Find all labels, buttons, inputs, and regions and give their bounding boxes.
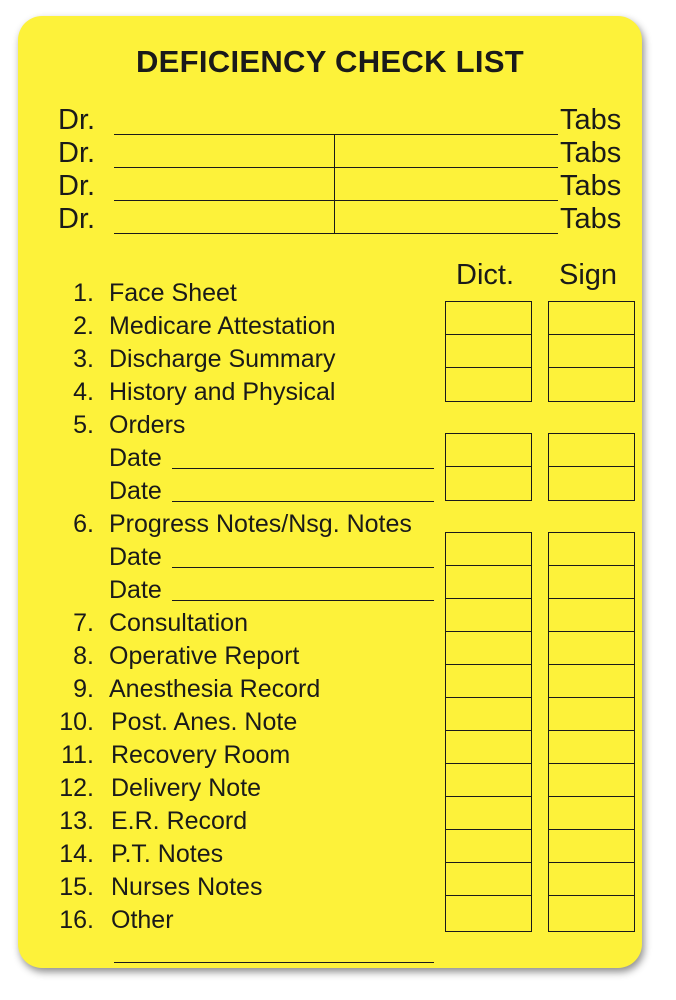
orders-date-line-2 [172,501,434,502]
item-post-anes-note: Post. Anes. Note [111,708,298,736]
sign-checkbox[interactable] [549,665,634,698]
sign-checkbox[interactable] [549,533,634,566]
dict-checkbox[interactable] [446,368,531,401]
dict-checkbox[interactable] [446,467,531,500]
item-number: 16. [59,906,94,934]
item-number: 12. [59,774,94,802]
doctor-divider [334,134,335,233]
dict-checkbox[interactable] [446,830,531,863]
sign-checkbox[interactable] [549,467,634,500]
dict-column-header: Dict. [456,259,514,291]
sign-checkbox[interactable] [549,764,634,797]
item-er-record: E.R. Record [111,807,248,835]
doctor-line-3 [114,200,558,201]
dict-checkbox[interactable] [446,863,531,896]
doctor-prefix-1: Dr. [58,104,96,136]
dict-checkbox[interactable] [446,632,531,665]
progress-date-label-1: Date [109,543,162,571]
item-progress-notes: Progress Notes/Nsg. Notes [109,510,412,538]
sign-checkbox[interactable] [549,599,634,632]
sign-checkbox[interactable] [549,434,634,467]
sign-checkbox[interactable] [549,797,634,830]
item-number: 10. [59,708,94,736]
item-face-sheet: Face Sheet [109,279,237,307]
other-write-in-line [114,962,434,963]
doctor-prefix-4: Dr. [58,203,96,235]
doctor-tabs-4: Tabs [560,203,622,235]
doctor-prefix-2: Dr. [58,137,96,169]
item-nurses-notes: Nurses Notes [111,873,263,901]
sign-box-group-3 [548,532,635,932]
dict-checkbox[interactable] [446,698,531,731]
item-number: 4. [73,378,94,406]
orders-date-label-1: Date [109,444,162,472]
orders-date-line-1 [172,468,434,469]
dict-checkbox[interactable] [446,797,531,830]
progress-date-label-2: Date [109,576,162,604]
dict-checkbox[interactable] [446,731,531,764]
deficiency-label [18,16,642,968]
item-delivery-note: Delivery Note [111,774,262,802]
sign-checkbox[interactable] [549,863,634,896]
sign-checkbox[interactable] [549,698,634,731]
dict-checkbox[interactable] [446,665,531,698]
sign-checkbox[interactable] [549,566,634,599]
doctor-tabs-2: Tabs [560,137,622,169]
item-discharge-summary: Discharge Summary [109,345,336,373]
item-number: 8. [73,642,94,670]
item-medicare-attestation: Medicare Attestation [109,312,336,340]
sign-column-header: Sign [559,259,618,291]
doctor-prefix-3: Dr. [58,170,96,202]
item-orders: Orders [109,411,186,439]
item-history-physical: History and Physical [109,378,336,406]
sign-checkbox[interactable] [549,368,634,401]
dict-checkbox[interactable] [446,434,531,467]
item-number: 5. [73,411,94,439]
item-number: 3. [73,345,94,373]
item-number: 14. [59,840,94,868]
doctor-line-2 [114,167,558,168]
item-number: 11. [61,741,94,769]
item-recovery-room: Recovery Room [111,741,291,769]
item-number: 13. [59,807,94,835]
sign-box-group-2 [548,433,635,501]
sign-checkbox[interactable] [549,632,634,665]
doctor-line-4 [114,233,558,234]
item-number: 6. [73,510,94,538]
sign-box-group-1 [548,301,635,402]
dict-checkbox[interactable] [446,764,531,797]
sign-checkbox[interactable] [549,731,634,764]
dict-checkbox[interactable] [446,896,531,929]
dict-checkbox[interactable] [446,599,531,632]
dict-checkbox[interactable] [446,566,531,599]
progress-date-line-1 [172,567,434,568]
item-number: 9. [73,675,94,703]
item-operative-report: Operative Report [109,642,300,670]
dict-checkbox[interactable] [446,335,531,368]
orders-date-label-2: Date [109,477,162,505]
dict-box-group-1 [445,301,532,402]
sign-checkbox[interactable] [549,335,634,368]
dict-box-group-2 [445,433,532,501]
label-title: DEFICIENCY CHECK LIST [135,44,525,79]
item-consultation: Consultation [109,609,248,637]
sign-checkbox[interactable] [549,830,634,863]
doctor-tabs-3: Tabs [560,170,622,202]
sign-checkbox[interactable] [549,302,634,335]
item-number: 15. [59,873,94,901]
dict-checkbox[interactable] [446,302,531,335]
progress-date-line-2 [172,600,434,601]
item-anesthesia-record: Anesthesia Record [109,675,321,703]
item-pt-notes: P.T. Notes [111,840,224,868]
dict-checkbox[interactable] [446,533,531,566]
item-other: Other [111,906,174,934]
dict-box-group-3 [445,532,532,932]
sign-checkbox[interactable] [549,896,634,929]
doctor-tabs-1: Tabs [560,104,622,136]
item-number: 2. [73,312,94,340]
item-number: 7. [73,609,94,637]
doctor-line-1 [114,134,558,135]
item-number: 1. [73,279,94,307]
